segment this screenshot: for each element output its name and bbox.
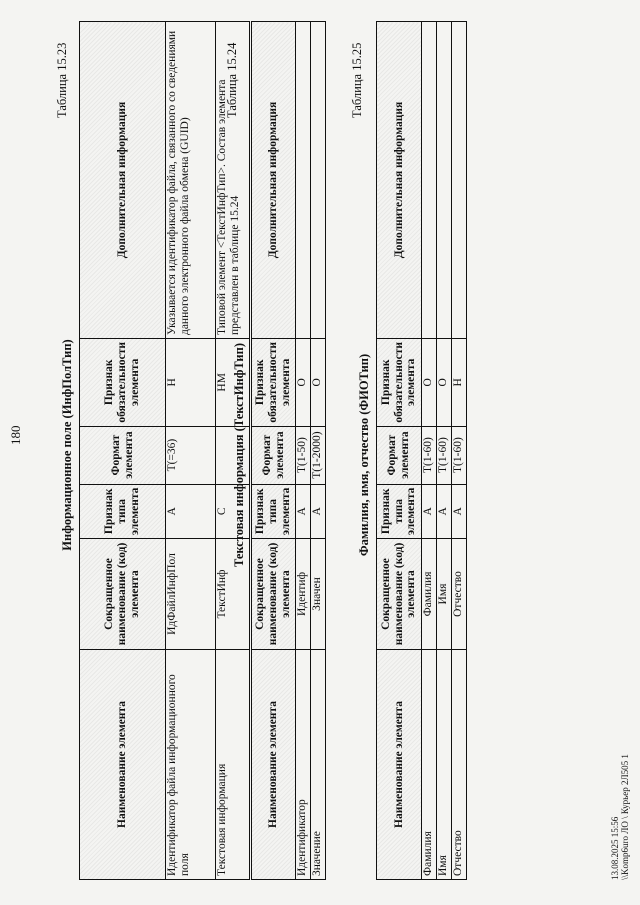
table-label-15-23: Таблица 15.23	[55, 42, 69, 118]
table-header-row	[377, 22, 422, 880]
cell-required: Н	[452, 339, 467, 427]
header-required: Признак обязательности элемента	[377, 339, 422, 427]
cell-name: Идентификатор файла информационного поля	[166, 650, 216, 880]
header-name: Наименование элемента	[80, 650, 166, 880]
table-caption: Информационное поле (ИнфПолТип)	[60, 339, 74, 551]
header-code: Сокращенное наименование (код) элемента	[377, 539, 422, 650]
header-name: Наименование элемента	[377, 650, 422, 880]
header-format: Формат элемента	[252, 426, 296, 484]
header-info: Дополнительная информация	[80, 22, 166, 339]
page-number: 180	[8, 425, 23, 445]
cell-type: А	[296, 484, 311, 538]
table-15-24	[251, 21, 326, 880]
table-row	[452, 22, 467, 880]
print-footer	[610, 754, 631, 880]
header-name: Наименование элемента	[252, 650, 296, 880]
header-required: Признак обязательности элемента	[252, 339, 296, 427]
header-code: Сокращенное наименование (код) элемента	[252, 539, 296, 650]
cell-required: О	[422, 339, 437, 427]
table-header-row	[252, 22, 296, 880]
header-format: Формат элемента	[80, 426, 166, 484]
table-row	[422, 22, 437, 880]
table-15-25	[376, 21, 467, 880]
cell-format: T(1-60)	[452, 426, 467, 484]
cell-name: Текстовая информация	[216, 650, 250, 880]
cell-name: Имя	[437, 650, 452, 880]
table-row	[311, 22, 326, 880]
cell-format: T(=36)	[166, 426, 216, 484]
cell-name: Идентификатор	[296, 650, 311, 880]
cell-format: T(1-2000)	[311, 426, 326, 484]
cell-required: НМ	[216, 339, 250, 427]
table-row	[166, 22, 216, 880]
header-type: Признак типа элемента	[80, 484, 166, 538]
cell-type: А	[166, 484, 216, 538]
table-caption: Фамилия, имя, отчество (ФИОТип)	[357, 353, 371, 557]
cell-code: Идентиф	[296, 539, 311, 650]
cell-info	[437, 22, 452, 339]
cell-type: А	[422, 484, 437, 538]
cell-required: Н	[166, 339, 216, 427]
cell-info: Указывается идентификатор файла, связанного со сведениями данного электронного файла обмена (GUID)	[166, 22, 216, 339]
header-code: Сокращенное наименование (код) элемента	[80, 539, 166, 650]
header-type: Признак типа элемента	[377, 484, 422, 538]
cell-info	[296, 22, 311, 339]
cell-code: Значен	[311, 539, 326, 650]
table-row	[296, 22, 311, 880]
header-type: Признак типа элемента	[252, 484, 296, 538]
cell-code: ТекстИнф	[216, 539, 250, 650]
print-timestamp: 13.08.2025 15:56	[610, 816, 620, 880]
cell-required: О	[311, 339, 326, 427]
cell-name: Отчество	[452, 650, 467, 880]
cell-required: О	[296, 339, 311, 427]
table-label-15-25: Таблица 15.25	[350, 42, 364, 118]
cell-type: А	[311, 484, 326, 538]
cell-type: А	[437, 484, 452, 538]
cell-info	[422, 22, 437, 339]
cell-format: T(1-50)	[296, 426, 311, 484]
cell-code: Отчество	[452, 539, 467, 650]
table-label-15-24: Таблица 15.24	[225, 42, 239, 118]
cell-code: Фамилия	[422, 539, 437, 650]
cell-info	[311, 22, 326, 339]
cell-info	[452, 22, 467, 339]
table-caption: Текстовая информация (ТекстИнфТип)	[232, 343, 246, 568]
cell-name: Фамилия	[422, 650, 437, 880]
header-info: Дополнительная информация	[252, 22, 296, 339]
cell-name: Значение	[311, 650, 326, 880]
cell-info: Типовой элемент <ТекстИнфТип>. Состав элемента представлен в таблице 15.24	[216, 22, 250, 339]
table-15-23	[79, 21, 250, 880]
cell-code: Имя	[437, 539, 452, 650]
cell-required: О	[437, 339, 452, 427]
table-header-row	[80, 22, 166, 880]
cell-type: С	[216, 484, 250, 538]
cell-code: ИдФайлИнфПол	[166, 539, 216, 650]
header-info: Дополнительная информация	[377, 22, 422, 339]
cell-format: T(1-60)	[437, 426, 452, 484]
print-path: \\Komp6uro ЛО \ Курьер 2Л505 1	[620, 754, 631, 880]
cell-type: А	[452, 484, 467, 538]
header-format: Формат элемента	[377, 426, 422, 484]
header-required: Признак обязательности элемента	[80, 339, 166, 427]
table-row	[437, 22, 452, 880]
cell-format: T(1-60)	[422, 426, 437, 484]
